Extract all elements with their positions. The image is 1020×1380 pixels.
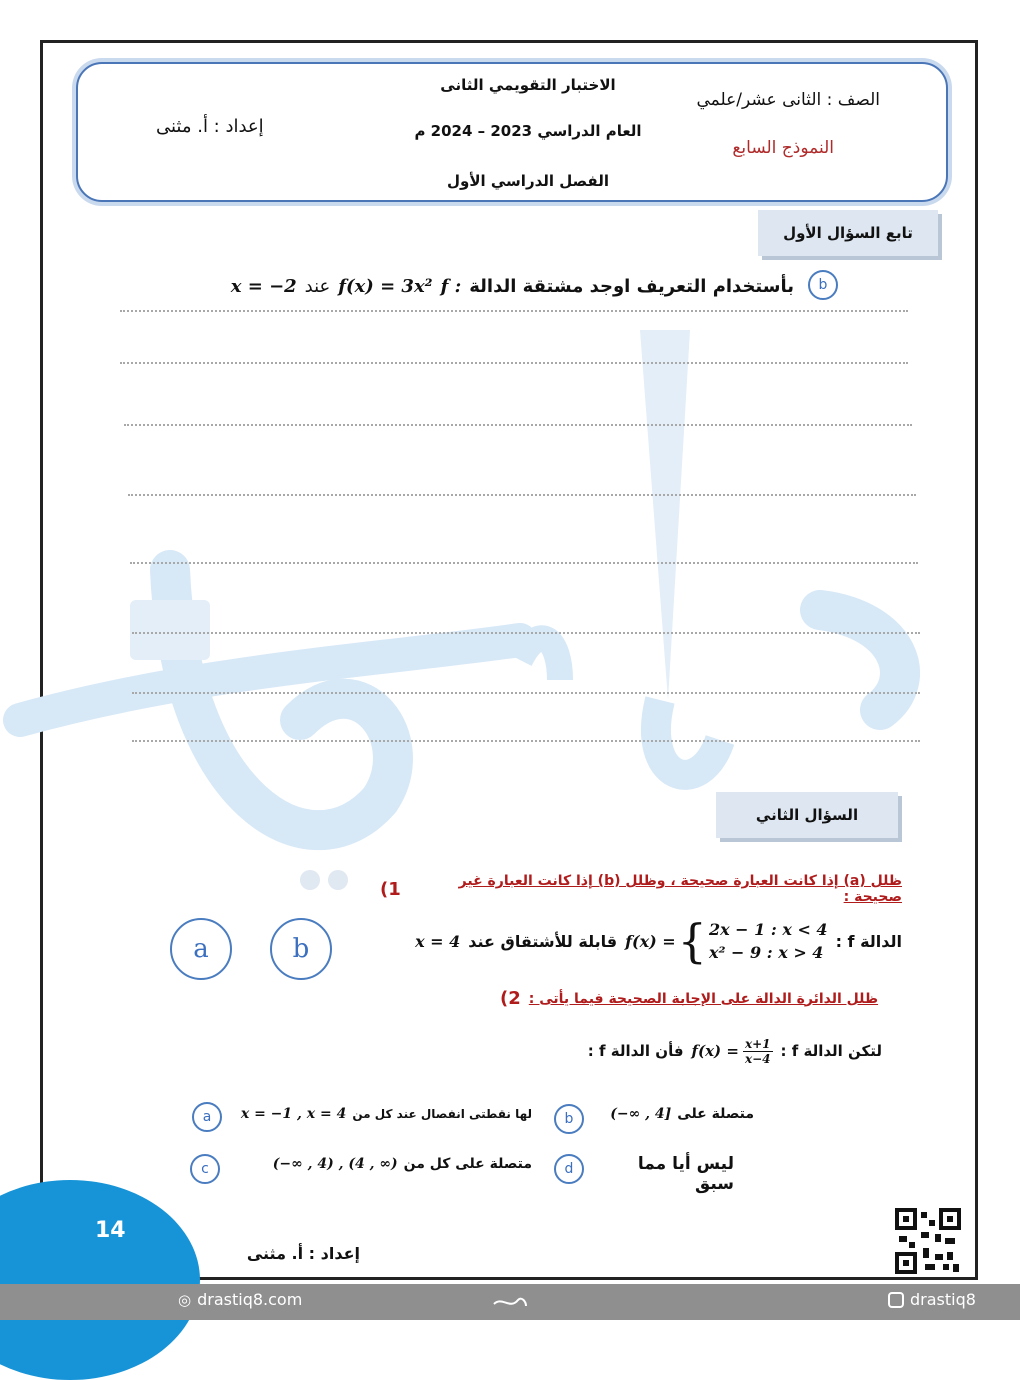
piece-2: x² − 9 : x > 4 (708, 943, 824, 962)
item1-point: x = 4 (415, 931, 461, 951)
piece-1: 2x − 1 : x < 4 (708, 920, 828, 939)
author-label: إعداد : أ. مثنى (156, 116, 264, 137)
model-label: النموذج السابع (732, 138, 834, 158)
instagram-link[interactable] (888, 1290, 976, 1309)
answer-line (128, 494, 916, 496)
piecewise-function (625, 914, 828, 968)
instagram-icon (888, 1292, 904, 1308)
item2-stem-prefix: لتكن الدالة f : (780, 1042, 882, 1060)
option-a-bubble[interactable]: a (192, 1102, 222, 1132)
item1-suffix: قابلة للأشتقاق عند (468, 931, 618, 951)
option-d-text: ليس أيا مما سبق (637, 1154, 734, 1194)
qr-code-graphic (895, 1208, 961, 1274)
website-link[interactable] (178, 1290, 302, 1309)
option-b-text: متصلة على (677, 1106, 754, 1122)
answer-line (132, 632, 920, 634)
item2-number: 2) (500, 988, 521, 1009)
q2-item1-instruction (380, 873, 902, 905)
footer-logo (490, 1292, 530, 1312)
piece-list (709, 920, 828, 962)
option-b-bubble[interactable]: b (554, 1104, 584, 1134)
option-d-bubble[interactable]: d (554, 1154, 584, 1184)
website-text: drastiq8.com (197, 1290, 303, 1309)
item2-f-lhs: f(x) = (691, 1042, 739, 1060)
fraction (743, 1037, 773, 1066)
option-b (600, 1106, 754, 1122)
item1-instruction-text: ظلل (a) إذا كانت العبارة صحيحة ، وظلل (b) إذا كانت العبارة غير صحيحة : (458, 873, 902, 905)
q1b-prompt: بأستخدام التعريف اوجد مشتقة الدالة (469, 275, 794, 297)
q1b-f-name: f : (440, 275, 462, 297)
semester: الفصل الدراسي الأول (447, 172, 609, 190)
choice-a-bubble[interactable]: a (170, 918, 232, 980)
choice-b-bubble[interactable]: b (270, 918, 332, 980)
answer-line (120, 310, 908, 312)
q1b-function: f(x) = 3x² (338, 275, 433, 297)
option-c-text: متصلة على كل من (403, 1156, 532, 1172)
option-a-text: لها نقطتى انفصال عند كل من (352, 1107, 532, 1121)
option-b-math: (−∞ , 4] (610, 1106, 672, 1122)
answer-line (130, 562, 918, 564)
q1b-at-word: عند (304, 275, 331, 297)
footer-author: إعداد : أ. مثنى (246, 1244, 360, 1263)
item2-stem-suffix: فأن الدالة f : (587, 1042, 684, 1060)
option-c-bubble[interactable]: c (190, 1154, 220, 1184)
item1-prefix: الدالة f : (835, 931, 902, 951)
answer-line (124, 424, 912, 426)
item2-stem (540, 1028, 882, 1074)
grade-label: الصف : الثانى عشر/علمي (696, 90, 880, 110)
brace-icon: { (677, 914, 707, 968)
q1b-statement (168, 270, 794, 302)
globe-icon: ◎ (178, 1290, 192, 1309)
option-a-math: x = −1 , x = 4 (240, 1106, 347, 1122)
q2-item2-instruction (500, 988, 902, 1009)
rational-function (692, 1037, 773, 1066)
header-box (76, 62, 948, 202)
item2-instruction-text: ظلل الدائرة الدالة على الإجابة الصحيحة فيما يأتى : (528, 990, 879, 1007)
numerator: x+1 (744, 1036, 771, 1051)
item1-number: 1) (380, 878, 401, 900)
instagram-text: drastiq8 (910, 1290, 976, 1309)
item1-statement (366, 912, 902, 970)
part-b-badge: b (808, 270, 838, 300)
q1b-point: x = −2 (230, 275, 297, 297)
academic-year: العام الدراسي 2023 – 2024 م (414, 122, 642, 140)
option-a (236, 1106, 532, 1122)
option-c-math: (−∞ , 4) , (4 , ∞) (272, 1156, 398, 1172)
option-c (236, 1156, 532, 1172)
exam-title: الاختبار التقويمي الثانى (440, 76, 616, 94)
item1-f-lhs: f(x) = (625, 931, 676, 951)
qr-code[interactable] (895, 1208, 961, 1274)
answer-line (120, 362, 908, 364)
denominator: x−4 (744, 1051, 771, 1066)
page-number: 14 (95, 1218, 126, 1243)
q1-continued-tag: تابع السؤال الأول (758, 210, 938, 256)
answer-line (132, 692, 920, 694)
answer-line (132, 740, 920, 742)
q2-tag: السؤال الثاني (716, 792, 898, 838)
